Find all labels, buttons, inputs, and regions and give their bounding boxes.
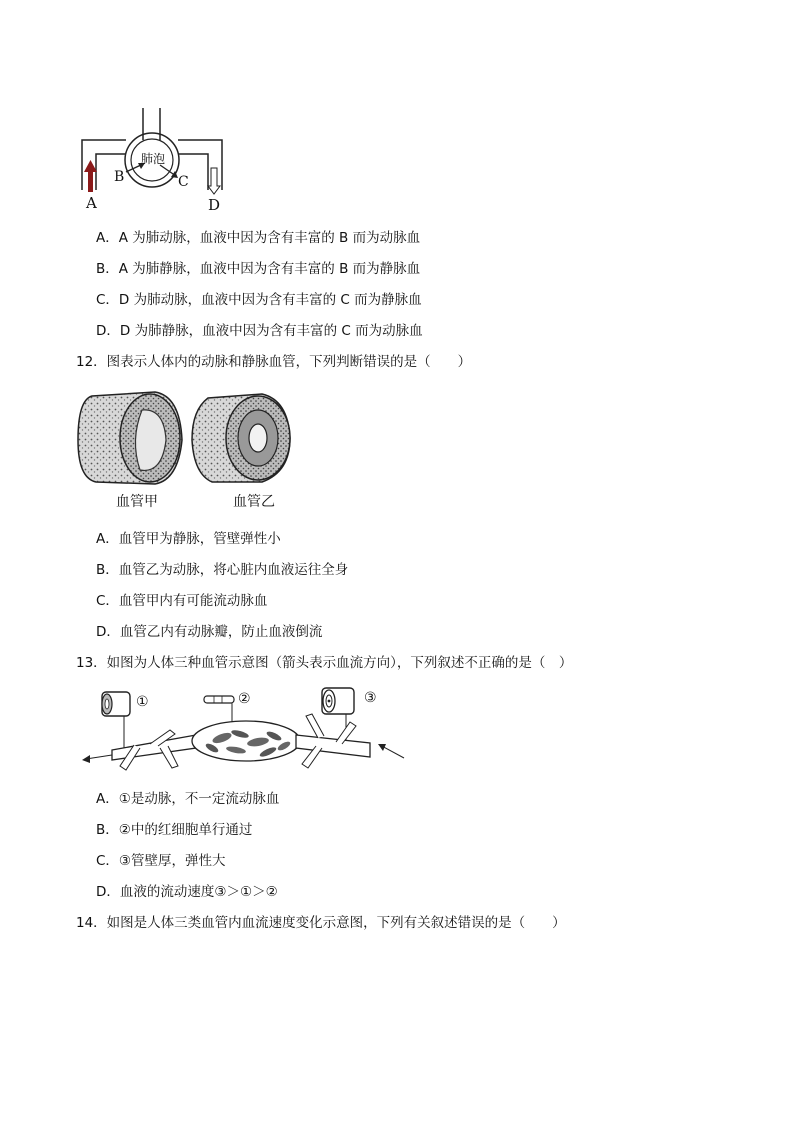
q12-stem: 12．图表示人体内的动脉和静脉血管，下列判断错误的是（ ） — [76, 354, 472, 370]
vessel-mark-2: ② — [238, 691, 251, 707]
label-b: B — [114, 169, 125, 185]
q12-option-c[interactable]: C．血管甲内有可能流动脉血 — [96, 593, 268, 609]
q13-stem: 13．如图为人体三种血管示意图（箭头表示血流方向），下列叙述不正确的是（ ） — [76, 655, 573, 671]
q12-option-d[interactable]: D．血管乙内有动脉瓣，防止血液倒流 — [96, 624, 323, 640]
q11-option-c[interactable]: C．D 为肺动脉，血液中因为含有丰富的 C 而为静脉血 — [96, 292, 422, 308]
caption-vessel-yi: 血管乙 — [233, 494, 275, 510]
q13-option-a[interactable]: A．①是动脉，不一定流动脉血 — [96, 791, 280, 807]
q12-option-a[interactable]: A．血管甲为静脉，管壁弹性小 — [96, 531, 281, 547]
q13-option-c[interactable]: C．③管壁厚，弹性大 — [96, 853, 226, 869]
alveolus-label: 肺泡 — [141, 152, 166, 166]
vessel-mark-3: ③ — [364, 690, 377, 706]
label-d: D — [208, 196, 221, 214]
q11-option-a[interactable]: A．A 为肺动脉，血液中因为含有丰富的 B 而为动脉血 — [96, 230, 421, 246]
q14-stem: 14．如图是人体三类血管内血流速度变化示意图，下列有关叙述错误的是（ ） — [76, 915, 566, 931]
q13-option-d[interactable]: D．血液的流动速度③＞①＞② — [96, 884, 278, 900]
label-a: A — [86, 194, 97, 212]
q11-option-d[interactable]: D．D 为肺静脉，血液中因为含有丰富的 C 而为动脉血 — [96, 323, 423, 339]
caption-vessel-jia: 血管甲 — [116, 494, 158, 510]
label-c: C — [178, 174, 189, 190]
vessel-mark-1: ① — [136, 694, 149, 710]
q13-option-b[interactable]: B．②中的红细胞单行通过 — [96, 822, 253, 838]
q12-option-b[interactable]: B．血管乙为动脉，将心脏内血液运往全身 — [96, 562, 349, 578]
q11-option-b[interactable]: B．A 为肺静脉，血液中因为含有丰富的 B 而为静脉血 — [96, 261, 421, 277]
